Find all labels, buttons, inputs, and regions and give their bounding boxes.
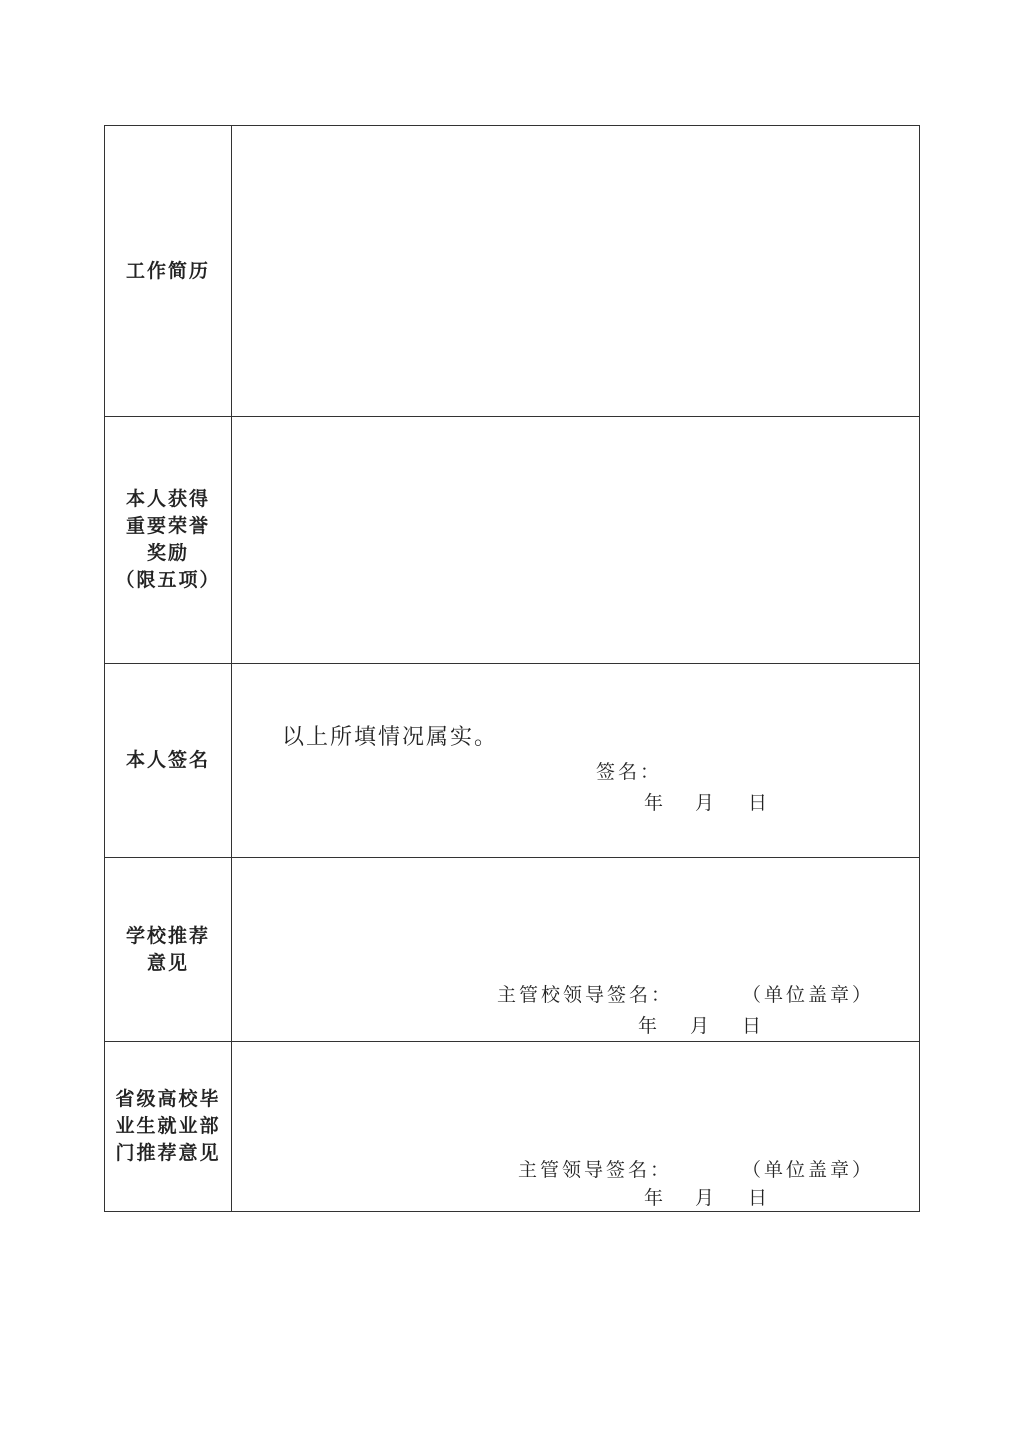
province-date-month: 月	[695, 1187, 718, 1209]
school-date-day: 日	[742, 1015, 765, 1037]
work-history-label: 工作简历	[105, 126, 232, 416]
date-year: 年	[644, 792, 667, 814]
province-recommendation-field[interactable]	[232, 1042, 919, 1211]
date-month: 月	[695, 792, 718, 814]
work-history-field[interactable]	[232, 126, 919, 416]
province-sign-label: 主管领导签名：	[518, 1159, 673, 1181]
date-day: 日	[748, 792, 771, 814]
province-seal-label: （单位盖章）	[742, 1159, 875, 1181]
school-seal-label: （单位盖章）	[742, 984, 875, 1006]
row-signature	[105, 663, 919, 857]
school-sign-label: 主管校领导签名：	[497, 984, 674, 1006]
school-date-month: 月	[690, 1015, 713, 1037]
row-school-recommendation	[105, 857, 919, 1041]
province-date-day: 日	[748, 1187, 771, 1209]
statement-text: 以上所填情况属实。	[282, 725, 499, 750]
school-recommendation-label: 学校推荐 意见	[105, 858, 232, 1041]
school-recommendation-field[interactable]	[232, 858, 919, 1041]
province-date-year: 年	[644, 1187, 667, 1209]
sign-label: 签名：	[596, 761, 663, 783]
honors-label: 本人获得 重要荣誉 奖励 （限五项）	[105, 417, 232, 663]
honors-field[interactable]	[232, 417, 919, 663]
signature-field[interactable]	[232, 664, 919, 857]
school-date-year: 年	[638, 1015, 661, 1037]
row-honors	[105, 416, 919, 663]
row-province-recommendation	[105, 1041, 919, 1211]
row-work-history	[105, 126, 919, 416]
province-recommendation-label: 省级高校毕 业生就业部 门推荐意见	[105, 1042, 232, 1211]
signature-label: 本人签名	[105, 664, 232, 857]
application-form-table	[104, 125, 920, 1212]
